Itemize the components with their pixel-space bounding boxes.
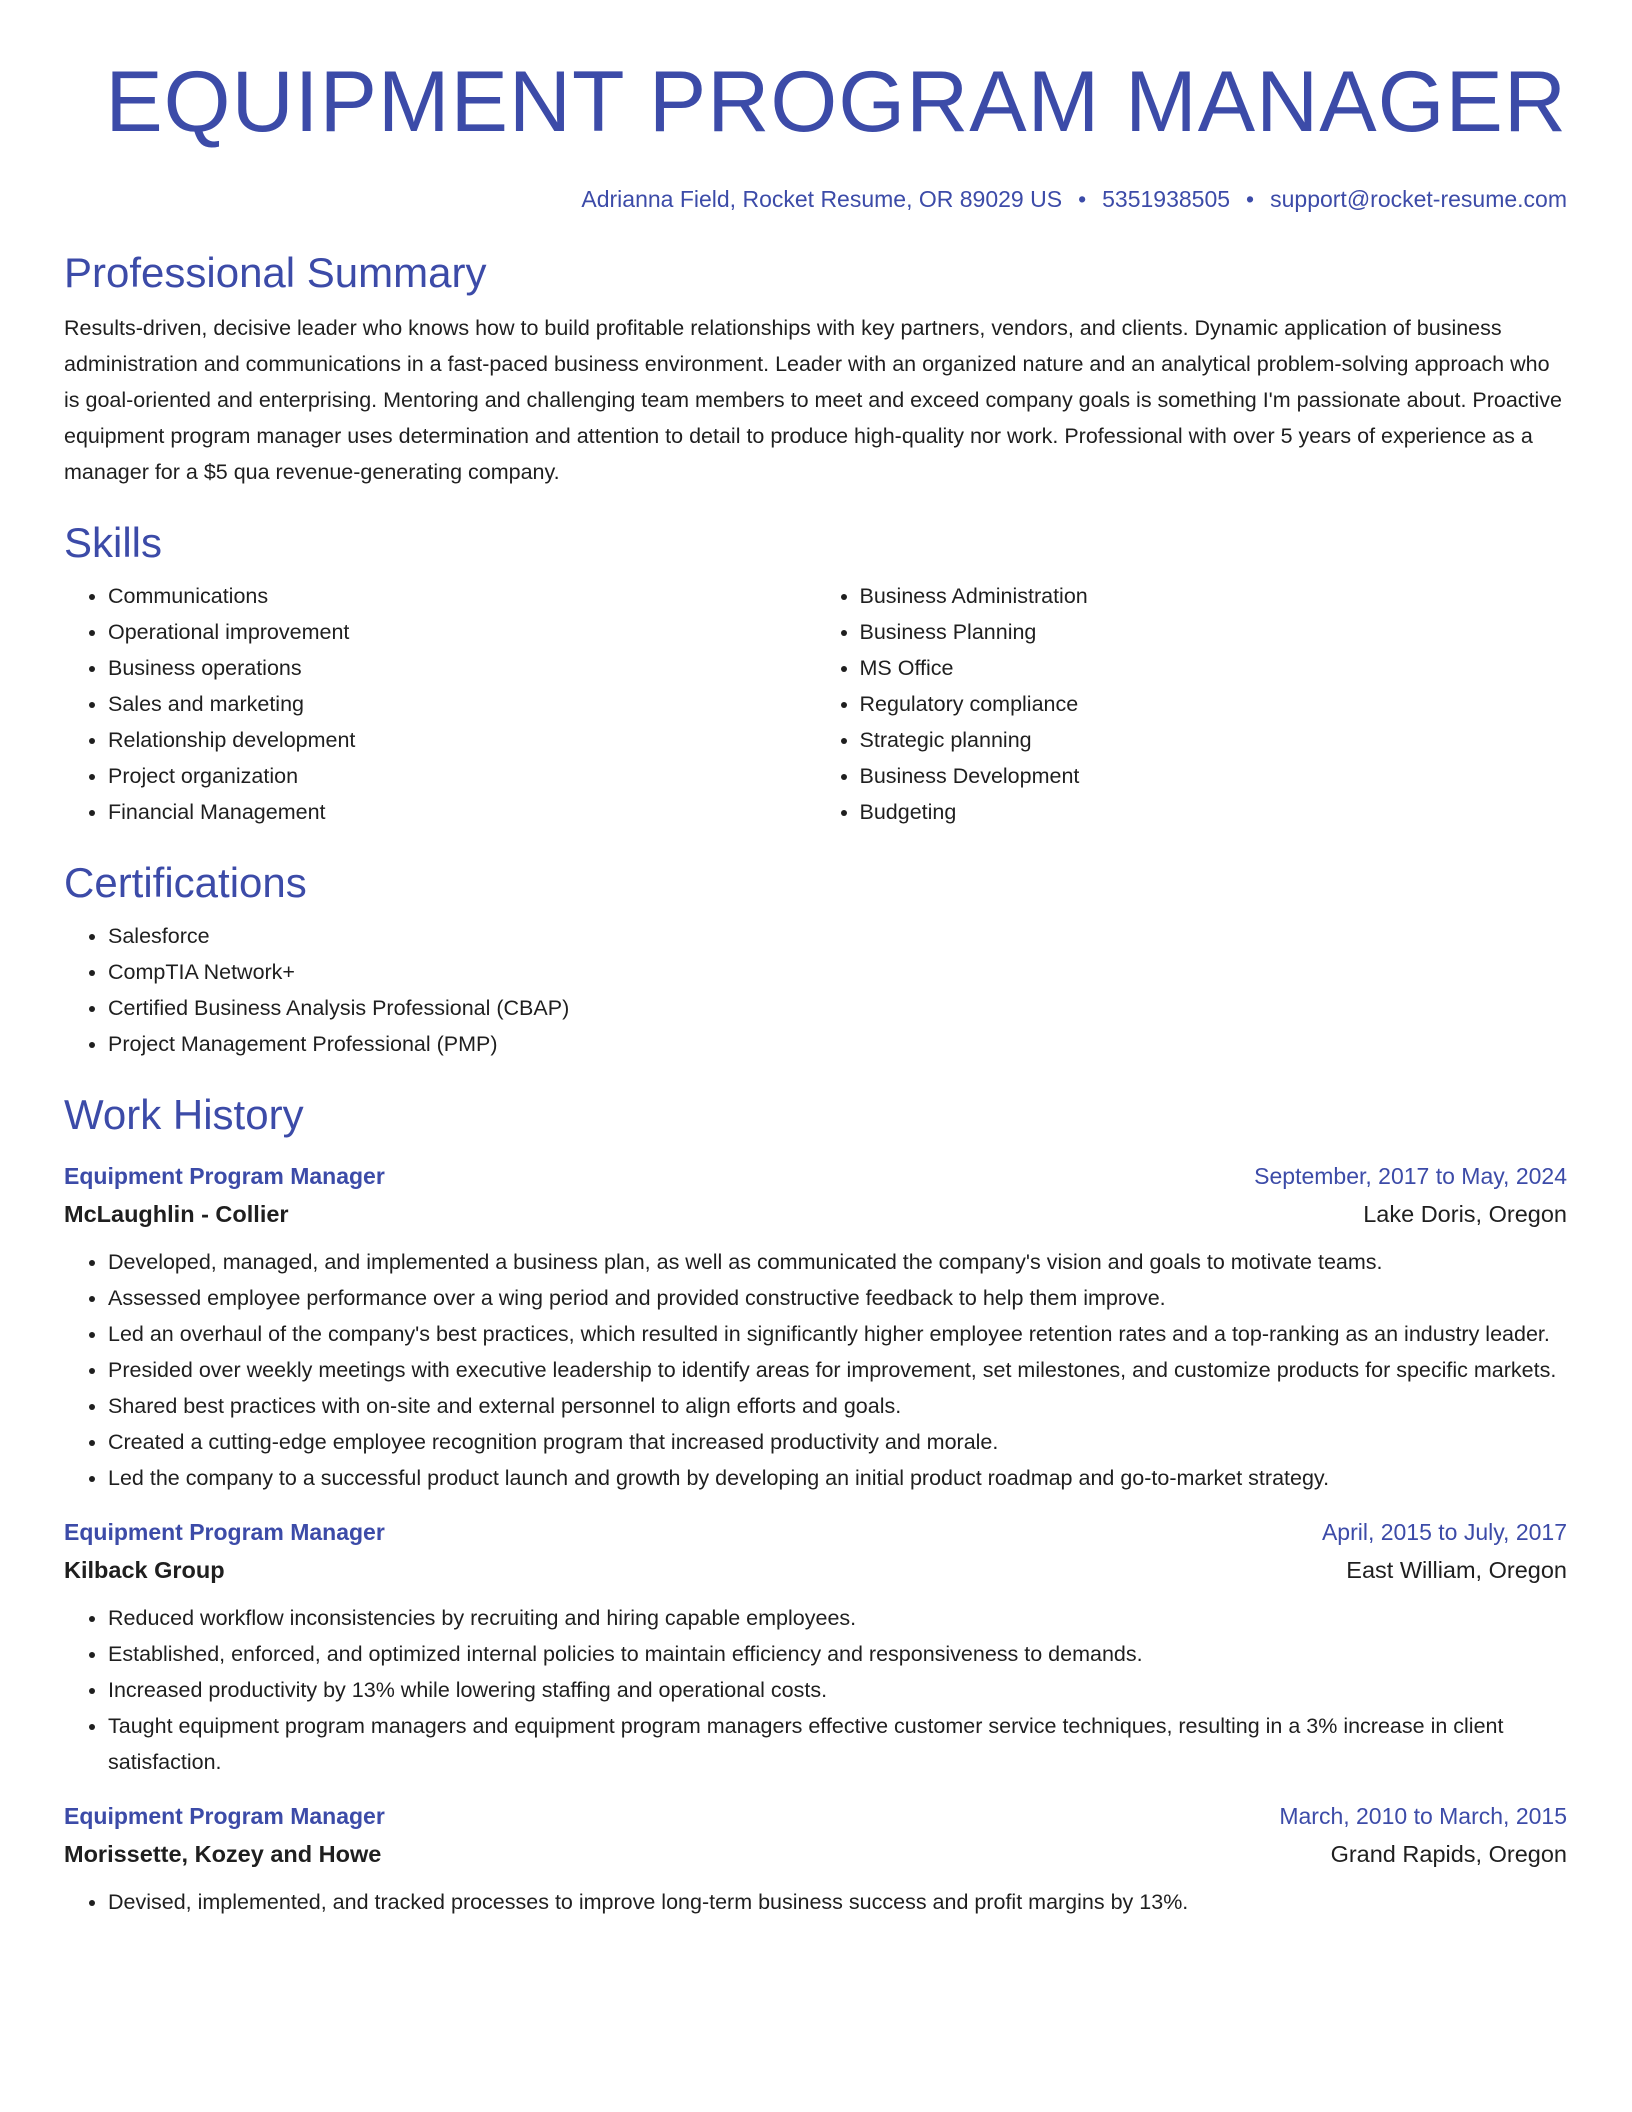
certification-item: • Project Management Professional (PMP) [108, 1026, 1567, 1062]
job-bullet: • Led the company to a successful product launch and growth by developing an initial product roadmap and go-to-market strategy. [108, 1460, 1567, 1496]
job-bullet: • Established, enforced, and optimized internal policies to maintain efficiency and responsiveness to demands. [108, 1636, 1567, 1672]
skill-item: • Financial Management [108, 794, 816, 830]
job-bullets [64, 1600, 1567, 1780]
job-bullet: • Developed, managed, and implemented a business plan, as well as communicated the company's vision and goals to motivate teams. [108, 1244, 1567, 1280]
job-dates: April, 2015 to July, 2017 [1321, 1519, 1567, 1545]
job-title-row [64, 1158, 1567, 1194]
skill-item: • Project organization [108, 758, 816, 794]
certification-item: • Salesforce [108, 918, 1567, 954]
job-bullet: • Created a cutting-edge employee recognition program that increased productivity and morale. [108, 1424, 1567, 1460]
contact-address: Adrianna Field, Rocket Resume, OR 89029 US [581, 186, 1063, 212]
job-dates: September, 2017 to May, 2024 [1254, 1163, 1567, 1189]
summary-text: Results-driven, decisive leader who knows how to build profitable relationships with key partners, vendors, and clients. Dynamic application of business administration and communications in a fast-paced business environment. Leader with an organized nature and an analytical problem-solving approach who is goal-oriented and enterprising. Mentoring and challenging team members to meet and exceed company goals is something I'm passionate about. Proactive equipment program manager uses determination and attention to detail to produce high-quality nor work. Professional with over 5 years of experience as a manager for a $5 qua revenue-generating company. [64, 316, 1563, 484]
skill-item: • Sales and marketing [108, 686, 816, 722]
job-title-row [64, 1514, 1567, 1550]
job-company-row [64, 1550, 1567, 1590]
job-company: McLaughlin - Collier [64, 1201, 289, 1227]
job-entry [64, 1514, 1567, 1780]
work-history-heading: Work History [64, 1091, 304, 1138]
job-location: Grand Rapids, Oregon [1330, 1841, 1567, 1867]
certification-item: • Certified Business Analysis Professional (CBAP) [108, 990, 1567, 1026]
job-bullets [64, 1244, 1567, 1496]
skills-list-right [816, 578, 1568, 830]
contact-separator: • [1246, 186, 1255, 212]
contact-email: support@rocket-resume.com [1270, 186, 1567, 212]
job-company: Kilback Group [64, 1557, 225, 1583]
skill-item: • Business Administration [860, 578, 1568, 614]
job-entry [64, 1798, 1567, 1920]
job-bullet: • Devised, implemented, and tracked processes to improve long-term business success and profit margins by 13%. [108, 1884, 1567, 1920]
job-bullet: • Led an overhaul of the company's best practices, which resulted in significantly higher employee retention rates and a top-ranking as an industry leader. [108, 1316, 1567, 1352]
skills-grid [64, 578, 1567, 830]
job-title: Equipment Program Manager [64, 1803, 385, 1829]
certifications-list [64, 918, 1567, 1062]
job-company-row [64, 1194, 1567, 1234]
summary-heading: Professional Summary [64, 249, 487, 296]
job-title: Equipment Program Manager [64, 1519, 385, 1545]
job-bullet: • Increased productivity by 13% while lowering staffing and operational costs. [108, 1672, 1567, 1708]
certification-item: • CompTIA Network+ [108, 954, 1567, 990]
job-bullet: • Shared best practices with on-site and external personnel to align efforts and goals. [108, 1388, 1567, 1424]
skill-item: • Business Planning [860, 614, 1568, 650]
job-location: East William, Oregon [1346, 1557, 1567, 1583]
resume-title: EQUIPMENT PROGRAM MANAGER [105, 54, 1567, 150]
job-entry [64, 1158, 1567, 1496]
contact-line [64, 184, 1567, 214]
job-dates: March, 2010 to March, 2015 [1279, 1803, 1567, 1829]
job-bullet: • Presided over weekly meetings with executive leadership to identify areas for improvement, set milestones, and customize products for specific markets. [108, 1352, 1567, 1388]
job-location: Lake Doris, Oregon [1363, 1201, 1567, 1227]
skill-item: • Regulatory compliance [860, 686, 1568, 722]
job-bullet: • Taught equipment program managers and equipment program managers effective customer service techniques, resulting in a 3% increase in client satisfaction. [108, 1708, 1567, 1780]
skill-item: • Business operations [108, 650, 816, 686]
contact-separator: • [1078, 186, 1087, 212]
resume-page [64, 0, 1567, 1920]
skill-item: • Operational improvement [108, 614, 816, 650]
skill-item: • MS Office [860, 650, 1568, 686]
certifications-heading: Certifications [64, 859, 307, 906]
skill-item: • Relationship development [108, 722, 816, 758]
skills-list-left [64, 578, 816, 830]
skill-item: • Business Development [860, 758, 1568, 794]
job-title: Equipment Program Manager [64, 1163, 385, 1189]
skill-item: • Communications [108, 578, 816, 614]
job-title-row [64, 1798, 1567, 1834]
skill-item: • Budgeting [860, 794, 1568, 830]
job-bullets [64, 1884, 1567, 1920]
skill-item: • Strategic planning [860, 722, 1568, 758]
job-company-row [64, 1834, 1567, 1874]
skills-heading: Skills [64, 519, 163, 566]
job-bullet: • Reduced workflow inconsistencies by recruiting and hiring capable employees. [108, 1600, 1567, 1636]
contact-phone: 5351938505 [1102, 186, 1231, 212]
job-bullet: • Assessed employee performance over a wing period and provided constructive feedback to help them improve. [108, 1280, 1567, 1316]
job-company: Morissette, Kozey and Howe [64, 1841, 382, 1867]
